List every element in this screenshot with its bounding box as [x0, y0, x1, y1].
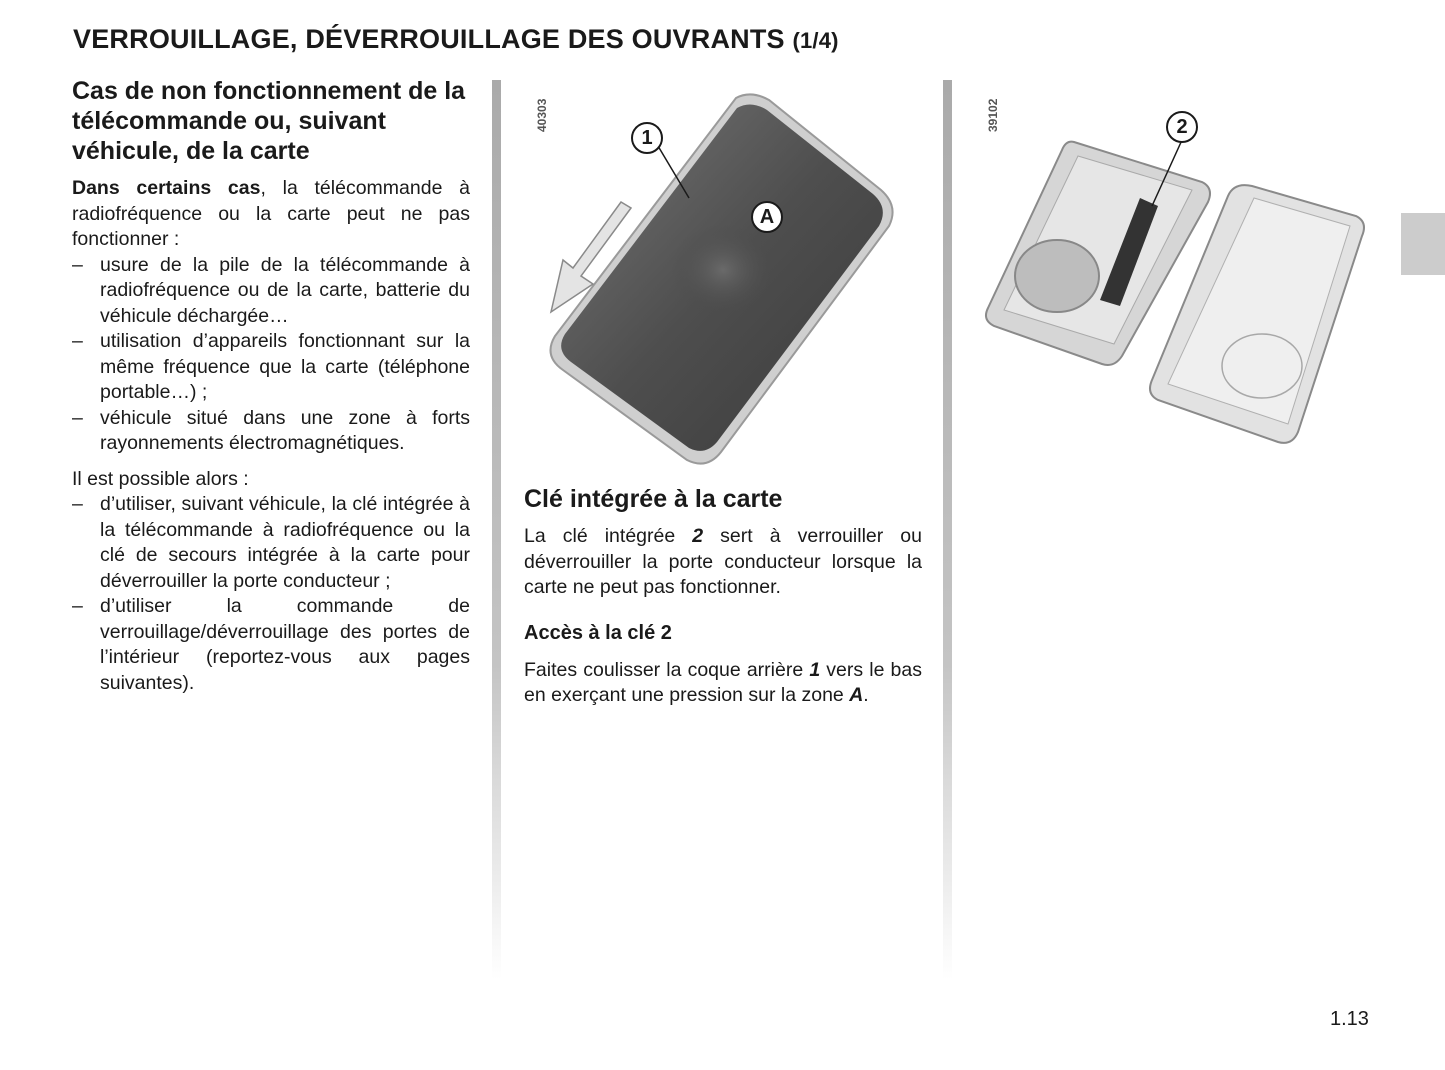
ref-shell-1: 1	[809, 658, 821, 681]
battery-icon	[1015, 240, 1099, 312]
list-item-text: d’utiliser, suivant véhicule, la clé intégrée à la télécommande à radiofréquence ou la clé de secours intégrée à la carte pour déverrouiller la porte conducteur ;	[100, 493, 470, 592]
figure-number: 40303	[535, 98, 549, 132]
list-item-text: véhicule situé dans une zone à forts rayonnements électromagnétiques.	[100, 406, 470, 454]
list-item	[72, 406, 470, 457]
list-item	[72, 329, 470, 406]
integrated-key-paragraph	[524, 524, 922, 601]
key-access-paragraph	[524, 658, 922, 709]
page-title-main: VERROUILLAGE, DÉVERROUILLAGE DES OUVRANTS	[73, 24, 785, 54]
list-dash: –	[72, 406, 83, 429]
pressure-zone	[671, 224, 775, 316]
chapter-tab	[1401, 213, 1445, 275]
list-dash: –	[72, 595, 83, 617]
page-title	[73, 24, 839, 55]
column-separator	[492, 80, 501, 980]
intro-paragraph	[72, 176, 470, 253]
figure-number: 39102	[986, 98, 1000, 132]
left-column	[72, 76, 470, 696]
column-separator	[943, 80, 952, 980]
list-dash: –	[72, 253, 83, 276]
list-dash: –	[72, 330, 83, 352]
text-run: .	[863, 684, 869, 706]
list-item-text: usure de la pile de la télécommande à radiofréquence ou de la carte, batterie du véhicule déchargée…	[100, 253, 470, 327]
list-item	[72, 594, 470, 696]
callout-1: 1	[631, 122, 663, 154]
text-run: sert à verrouiller ou déverrouiller la porte conducteur lorsque la carte ne peut pas fonctionner.	[524, 525, 922, 598]
list-dash: –	[72, 493, 83, 515]
subheading-key-access: Accès à la clé 2	[524, 621, 672, 644]
text-run: Faites coulisser la coque arrière	[524, 658, 810, 681]
callout-a: A	[751, 201, 783, 233]
text-run: vers le bas en exerçant une pression sur la zone	[524, 658, 922, 706]
section-heading-integrated-key: Clé intégrée à la carte	[524, 485, 783, 513]
text-run: La clé intégrée	[524, 525, 693, 547]
solutions-list	[72, 492, 470, 696]
callout-2: 2	[1166, 111, 1198, 143]
causes-list	[72, 253, 470, 457]
card-illustration	[511, 80, 931, 480]
ref-zone-a: A	[849, 684, 864, 706]
list-item	[72, 492, 470, 594]
integrated-key-figure	[962, 80, 1382, 480]
card-rear-shell-figure	[511, 80, 931, 480]
intro-bold: Dans certains cas	[72, 177, 261, 199]
list-item	[72, 253, 470, 330]
section-heading-malfunction: Cas de non fonctionnement de la télécommande ou, suivant véhicule, de la carte	[72, 77, 466, 165]
intro-rest: , la télécommande à radiofréquence ou la carte peut ne pas fonctionner :	[72, 177, 470, 250]
solutions-intro: Il est possible alors :	[72, 467, 249, 490]
page-number: 1.13	[1330, 1008, 1369, 1030]
ref-key-2: 2	[692, 525, 704, 547]
middle-column	[524, 484, 922, 709]
list-item-text: d’utiliser la commande de verrouillage/déverrouillage des portes de l’intérieur (reportez-vous aux pages suivantes).	[100, 595, 470, 694]
page-title-part: (1/4)	[792, 28, 839, 53]
list-item-text: utilisation d’appareils fonctionnant sur la même fréquence que la carte (téléphone portable…) ;	[100, 330, 470, 403]
